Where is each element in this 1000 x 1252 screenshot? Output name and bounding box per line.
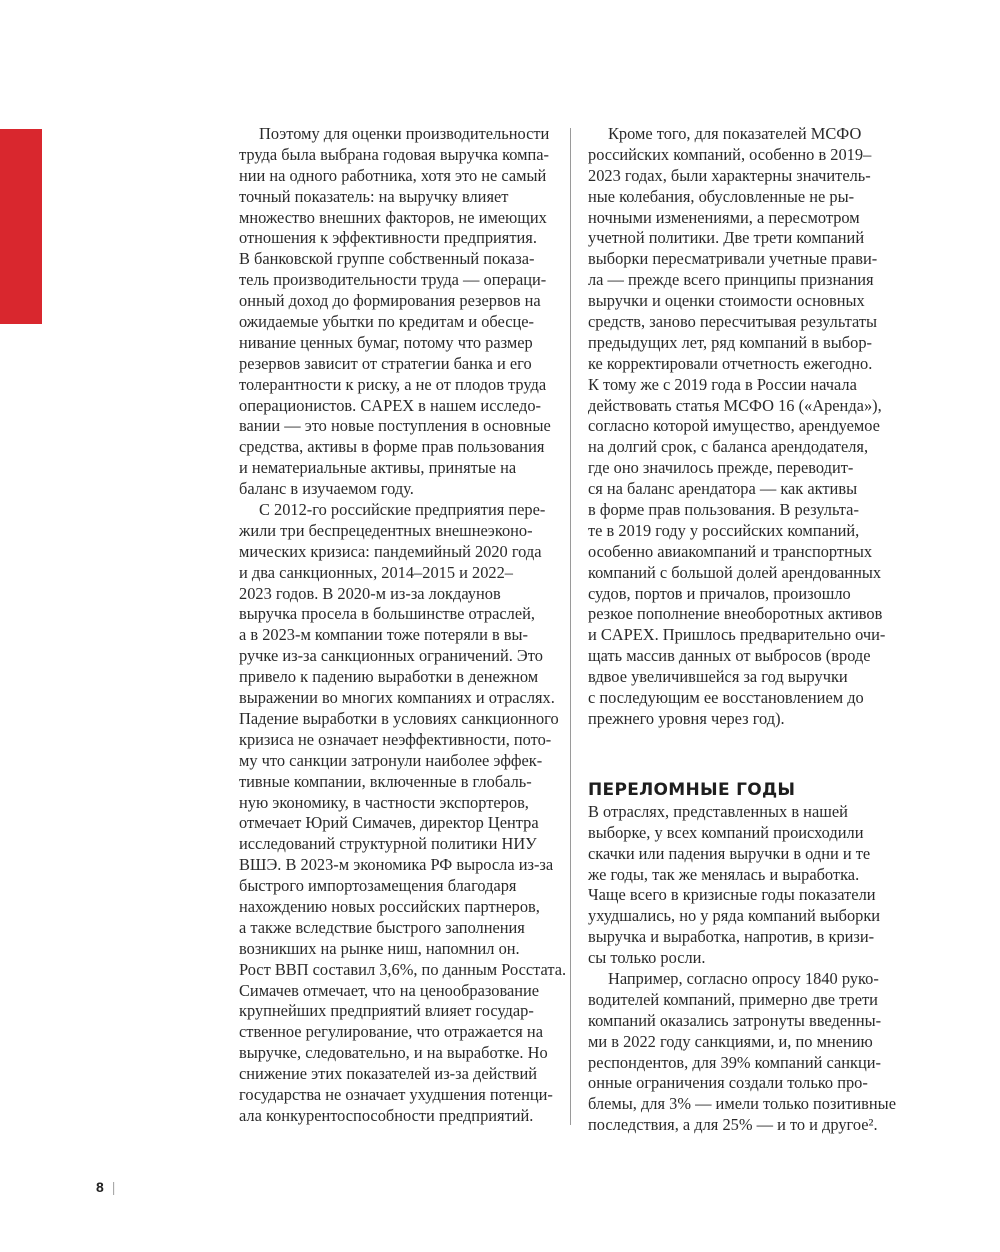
text-line: быстрого импортозамещения благодаря: [239, 876, 517, 896]
text-line: те в 2019 году у российских компаний,: [588, 520, 860, 540]
text-line: щать массив данных от выбросов (вроде: [588, 646, 871, 666]
left-column: [239, 124, 567, 1127]
paragraph: [588, 124, 906, 730]
text-line: ке корректировали отчетность ежегодно.: [588, 353, 873, 373]
right-column-bottom-text: [588, 802, 906, 1136]
text-line: выручка и выработка, напротив, в кризи-: [588, 927, 875, 947]
text-line: ухудшались, но у ряда компаний выборки: [588, 906, 881, 926]
text-line: выражении во многих компаниях и отраслях.: [239, 688, 555, 708]
text-line: вании — это новые поступления в основные: [239, 416, 551, 436]
text-line: ся на баланс арендатора — как активы: [588, 479, 858, 499]
text-line: крупнейших предприятий влияет государ-: [239, 1001, 534, 1021]
text-line: онные ограничения создали только про-: [588, 1073, 868, 1093]
text-line: респондентов, для 39% компаний санкци-: [588, 1052, 881, 1072]
text-line: последствия, а для 25% — и то и другое².: [588, 1115, 878, 1135]
text-line: множество внешних факторов, не имеющих: [239, 207, 547, 227]
text-line: резкое пополнение внеоборотных активов: [588, 604, 883, 624]
text-line: судов, портов и причалов, произошло: [588, 583, 851, 603]
text-line: где оно значилось прежде, переводит-: [588, 458, 854, 478]
text-line: ные колебания, обусловленные не ры-: [588, 186, 855, 206]
text-line: снижение этих показателей из-за действий: [239, 1064, 538, 1084]
text-line: государства не означает ухудшения потенци-: [239, 1084, 553, 1104]
paragraph: [588, 802, 906, 969]
text-line: операционистов. CAPEX в нашем исследо-: [239, 395, 541, 415]
text-line: К тому же с 2019 года в России начала: [588, 374, 857, 394]
text-line: резервов зависит от стратегии банка и его: [239, 353, 532, 373]
page-footer: [96, 1179, 115, 1195]
text-line: нахождению новых российских партнеров,: [239, 896, 540, 916]
text-line: предыдущих лет, ряд компаний в выбор-: [588, 332, 872, 352]
text-line: кризиса не означает неэффективности, пото-: [239, 729, 552, 749]
text-line: привело к падению выработки в денежном: [239, 667, 539, 687]
text-line: исследований структурной политики НИУ: [239, 834, 537, 854]
text-line: а в 2023-м компании тоже потеряли в вы-: [239, 625, 528, 645]
text-line: выручка просела в большинстве отраслей,: [239, 604, 535, 624]
text-line: ала конкурентоспособности предприятий.: [239, 1105, 534, 1125]
text-line: точный показатель: на выручку влияет: [239, 186, 509, 206]
text-line: же годы, так же менялась и выработка.: [588, 864, 860, 884]
text-line: онный доход до формирования резервов на: [239, 291, 541, 311]
text-line: Например, согласно опросу 1840 руко-: [608, 968, 879, 988]
text-line: ми в 2022 году санкциями, и, по мнению: [588, 1031, 873, 1051]
paragraph: [239, 124, 557, 500]
paragraph: [588, 969, 906, 1136]
text-line: средств, заново пересчитывая результаты: [588, 312, 878, 332]
text-line: выборке, у всех компаний происходили: [588, 822, 864, 842]
text-line: труда была выбрана годовая выручка компа-: [239, 144, 549, 164]
text-line: выборки пересматривали учетные прави-: [588, 249, 878, 269]
text-line: В банковской группе собственный показа-: [239, 249, 535, 269]
text-line: с последующим ее восстановлением до: [588, 688, 864, 708]
text-line: му что санкции затронули наиболее эффек-: [239, 750, 543, 770]
text-line: выручке, следовательно, и на выработке. Но: [239, 1043, 548, 1063]
text-line: отношения к эффективности предприятия.: [239, 228, 537, 248]
text-line: ственное регулирование, что отражается на: [239, 1022, 543, 1042]
right-column-top-text: [588, 124, 906, 730]
text-line: компаний с большой долей арендованных: [588, 562, 882, 582]
text-line: отмечает Юрий Симачев, директор Центра: [239, 813, 539, 833]
text-line: ную экономику, в частности экспортеров,: [239, 792, 529, 812]
text-line: В отраслях, представленных в нашей: [588, 801, 848, 821]
red-accent-bar: [0, 129, 42, 324]
text-line: нивание ценных бумаг, потому что размер: [239, 332, 533, 352]
text-line: и два санкционных, 2014–2015 и 2022–: [239, 562, 513, 582]
text-line: ручке из-за санкционных ограничений. Это: [239, 646, 543, 666]
text-line: сы только росли.: [588, 948, 706, 968]
text-line: и CAPEX. Пришлось предварительно очи-: [588, 625, 886, 645]
text-line: и нематериальные активы, принятые на: [239, 458, 517, 478]
text-line: согласно которой имущество, арендуемое: [588, 416, 880, 436]
text-line: прежнего уровня через год).: [588, 708, 785, 728]
text-line: ночными изменениями, а пересмотром: [588, 207, 860, 227]
text-line: Поэтому для оценки производительности: [259, 124, 550, 143]
text-line: баланс в изучаемом году.: [239, 479, 414, 499]
text-line: 2023 годов. В 2020-м из-за локдаунов: [239, 583, 501, 603]
text-line: Падение выработки в условиях санкционного: [239, 708, 559, 728]
text-line: 2023 годах, были характерны значитель-: [588, 165, 871, 185]
text-line: водителей компаний, примерно две трети: [588, 989, 878, 1009]
text-line: Чаще всего в кризисные годы показатели: [588, 885, 876, 905]
text-line: действовать статья МСФО 16 («Аренда»),: [588, 395, 882, 415]
text-line: выручки и оценки стоимости основных: [588, 291, 865, 311]
text-line: на долгий срок, с баланса арендодателя,: [588, 437, 869, 457]
text-line: Рост ВВП составил 3,6%, по данным Росстата.: [239, 959, 567, 979]
text-line: средства, активы в форме прав пользования: [239, 437, 545, 457]
text-line: нии на одного работника, хотя это не самый: [239, 165, 547, 185]
section-heading: ПЕРЕЛОМНЫЕ ГОДЫ: [588, 779, 796, 800]
right-column: [588, 124, 906, 1136]
text-line: С 2012-го российские предприятия пере-: [259, 500, 546, 520]
text-line: скачки или падения выручки в одни и те: [588, 843, 871, 863]
footer-separator: |: [111, 1179, 116, 1195]
text-line: толерантности к риску, а не от плодов труда: [239, 374, 547, 394]
text-line: тивные компании, включенные в глобаль-: [239, 771, 532, 791]
text-line: Кроме того, для показателей МСФО: [608, 124, 862, 143]
text-line: учетной политики. Две трети компаний: [588, 228, 865, 248]
text-line: ВШЭ. В 2023-м экономика РФ выросла из-за: [239, 855, 554, 875]
text-line: Симачев отмечает, что на ценообразование: [239, 980, 540, 1000]
text-line: жили три беспрецедентных внешнеэконо-: [239, 520, 533, 540]
text-line: компаний оказались затронуты введенны-: [588, 1010, 882, 1030]
text-line: блемы, для 3% — имели только позитивные: [588, 1094, 896, 1114]
page-number: 8: [96, 1179, 104, 1195]
text-line: а также вследствие быстрого заполнения: [239, 917, 525, 937]
text-line: вдвое увеличившейся за год выручки: [588, 667, 848, 687]
text-line: особенно авиакомпаний и транспортных: [588, 541, 873, 561]
text-line: мических кризиса: пандемийный 2020 года: [239, 541, 542, 561]
text-line: ожидаемые убытки по кредитам и обесце-: [239, 312, 535, 332]
paragraph: [239, 500, 567, 1127]
text-line: российских компаний, особенно в 2019–: [588, 144, 872, 164]
text-line: тель производительности труда — операци-: [239, 270, 547, 290]
column-divider: [570, 128, 571, 1125]
text-line: возникших на рынке ниш, напомнил он.: [239, 938, 520, 958]
text-line: ла — прежде всего принципы признания: [588, 270, 874, 290]
text-line: в форме прав пользования. В результа-: [588, 500, 859, 520]
